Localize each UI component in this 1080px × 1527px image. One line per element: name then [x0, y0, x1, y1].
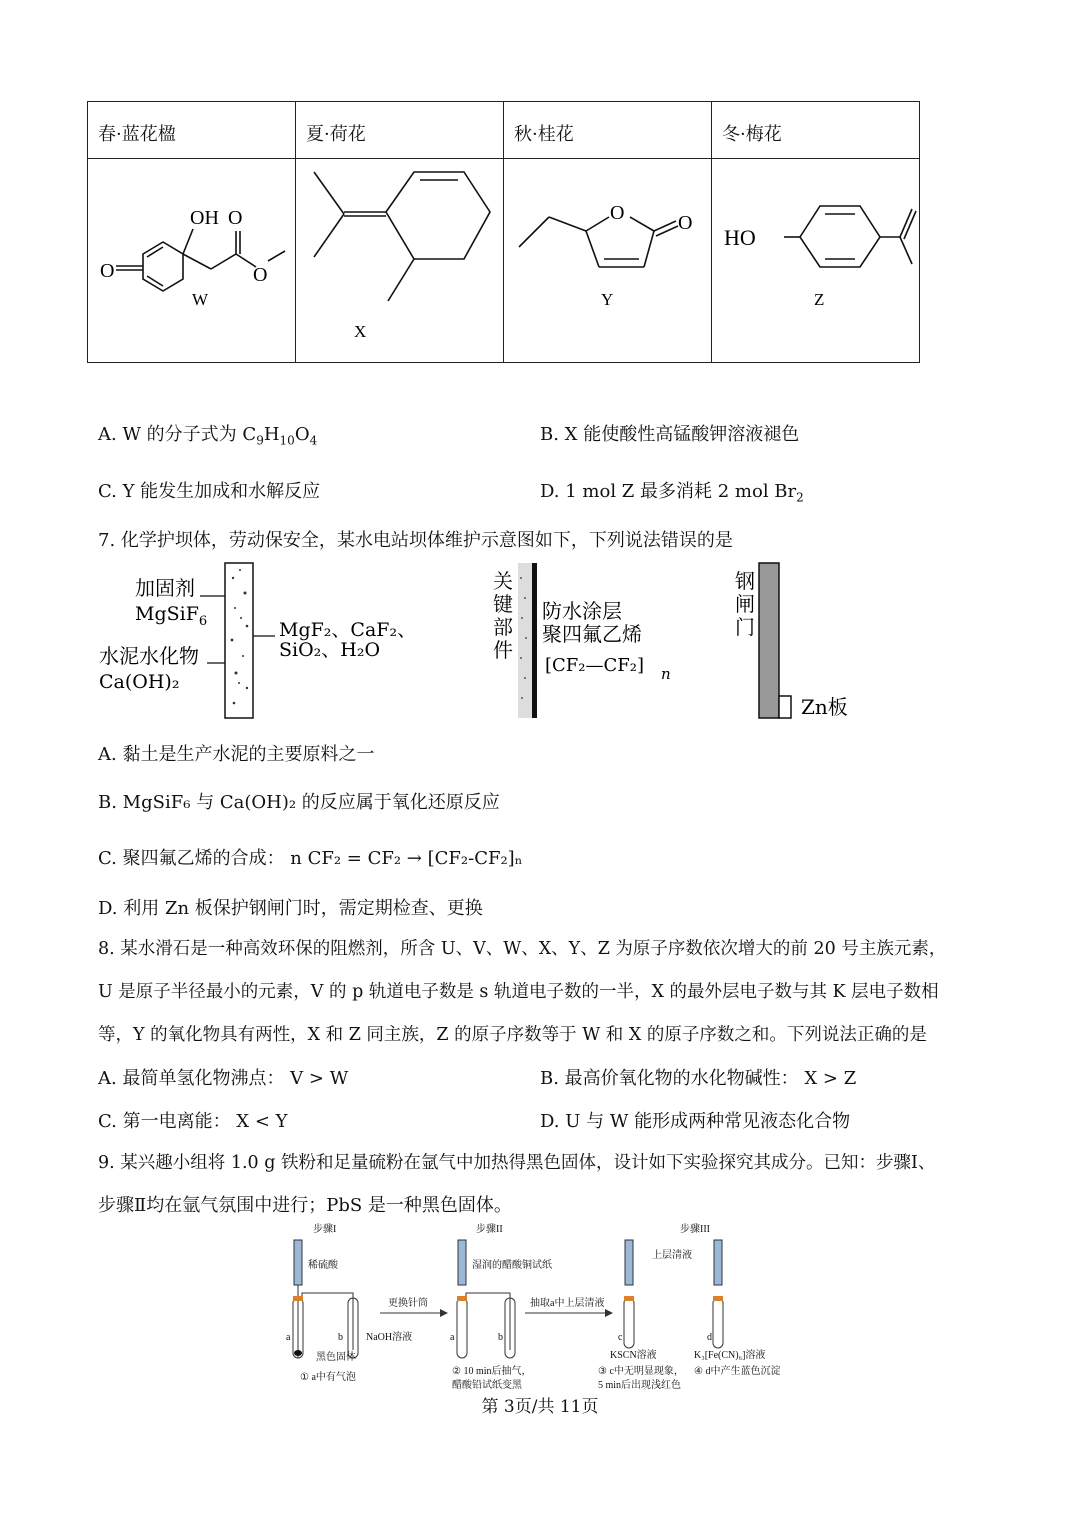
page-footer: 第 3页/共 11页	[481, 1397, 599, 1417]
extract-label: 抽取a中上层清液	[530, 1298, 605, 1309]
q6-option-c: C. Y 能发生加成和水解反应	[98, 481, 321, 502]
molecule-w-cell	[88, 159, 296, 363]
q8-option-a: A. 最简单氢化物沸点： V > W	[98, 1068, 349, 1089]
gate-char-1: 钢	[735, 569, 755, 593]
q9-experiment-diagram	[280, 1218, 800, 1398]
header-autumn: 秋·桂花	[504, 102, 712, 159]
molecule-x-cell	[296, 159, 504, 363]
q6-option-a: A. W 的分子式为 $C_9H_{10}O_4$	[98, 424, 318, 448]
molecule-y-structure	[504, 159, 711, 357]
w-oxygen-left: O	[100, 260, 115, 282]
w-hydroxyl: OH	[190, 207, 219, 229]
q7-dam-diagram	[95, 558, 915, 728]
q8-stem-line3: 等，Y 的氧化物具有两性，X 和 Z 同主族，Z 的原子序数等于 W 和 X 的原子序数之和。下列说法正确的是	[98, 1025, 927, 1045]
z-hydroxyl: HO	[724, 225, 756, 250]
q8-option-d: D. U 与 W 能形成两种常见液态化合物	[540, 1111, 851, 1132]
obs-3b: 5 min后出现浅红色	[598, 1380, 682, 1391]
tube-a2-label: a	[450, 1332, 455, 1343]
tube-b-label: b	[338, 1332, 343, 1343]
q6-option-d: D. 1 mol Z 最多消耗 2 mol $Br_2$	[540, 481, 804, 505]
obs-1: ① a中有气泡	[300, 1372, 356, 1383]
y-carbonyl-o: O	[678, 212, 693, 234]
q8-stem-line1: 8. 某水滑石是一种高效环保的阻燃剂，所含 U、V、W、X、Y、Z 为原子序数依次增大的前 20 号主族元素，	[98, 939, 947, 959]
label-z: Z	[814, 290, 825, 309]
k3fe-label: K₃[Fe(CN)₆]溶液	[694, 1350, 766, 1361]
products-line1: MgF₂、CaF₂、	[279, 619, 417, 641]
key-char-3: 部	[493, 615, 513, 639]
tube-c-label: c	[618, 1332, 623, 1343]
q7-option-d: D. 利用 Zn 板保护钢闸门时，需定期检查、更换	[98, 898, 483, 919]
caoh2-label: Ca(OH)₂	[99, 671, 180, 693]
w-ester-o: O	[253, 264, 268, 286]
header-winter: 冬·梅花	[712, 102, 920, 159]
agent-label: 加固剂	[135, 576, 195, 600]
step2-label: 步骤II	[476, 1224, 503, 1235]
tube-b2-label: b	[498, 1332, 503, 1343]
q7-stem: 7. 化学护坝体，劳动保安全，某水电站坝体维护示意图如下，下列说法错误的是	[98, 530, 733, 551]
key-char-1: 关	[493, 569, 513, 593]
cement-label: 水泥水化物	[99, 644, 199, 668]
label-w: W	[192, 290, 209, 309]
molecule-z-structure	[712, 159, 919, 357]
step1-label: 步骤I	[313, 1224, 337, 1235]
acid-label: 稀硫酸	[308, 1260, 338, 1271]
kscn-label: KSCN溶液	[610, 1350, 657, 1361]
molecule-w-structure	[88, 159, 295, 357]
molecule-z-cell	[712, 159, 920, 363]
header-summer: 夏·荷花	[296, 102, 504, 159]
supernatant-label: 上层清液	[652, 1250, 692, 1261]
tube-d-label: d	[707, 1332, 712, 1343]
molecule-table	[87, 101, 920, 363]
label-x: X	[354, 322, 367, 341]
obs-2a: ② 10 min后抽气，	[452, 1366, 532, 1377]
q8-option-b: B. 最高价氧化物的水化物碱性： X > Z	[540, 1068, 857, 1089]
obs-2b: 醋酸铅试纸变黑	[452, 1380, 522, 1391]
q7-option-b: B. MgSiF₆ 与 Ca(OH)₂ 的反应属于氧化还原反应	[98, 792, 500, 813]
naoh-label: NaOH溶液	[366, 1332, 413, 1343]
zn-plate-label: Zn板	[801, 695, 848, 719]
header-spring: 春·蓝花楹	[88, 102, 296, 159]
q9-stem-line1: 9. 某兴趣小组将 1.0 g 铁粉和足量硫粉在氩气中加热得黑色固体，设计如下实验探究其成分。已知：步骤Ⅰ、	[98, 1153, 936, 1173]
mgsif6-label: MgSiF$_6$	[135, 603, 208, 629]
molecule-x-structure	[296, 159, 503, 357]
paper-label: 湿润的醋酸铜试纸	[472, 1260, 552, 1271]
key-char-4: 件	[493, 638, 513, 662]
q7-option-c: C. 聚四氟乙烯的合成： n CF₂ = CF₂ → [CF₂-CF₂]ₙ	[98, 848, 523, 869]
q8-stem-line2: U 是原子半径最小的元素，V 的 p 轨道电子数是 s 轨道电子数的一半，X 的最外层电子数与其 K 层电子数相	[98, 982, 939, 1002]
black-solid-label: 黑色固体	[316, 1352, 356, 1363]
products-line2: SiO₂、H₂O	[279, 639, 381, 661]
q7-option-a: A. 黏土是生产水泥的主要原料之一	[98, 744, 375, 765]
key-char-2: 键	[493, 592, 513, 616]
q9-stem-line2: 步骤Ⅱ均在氩气氛围中进行；PbS 是一种黑色固体。	[98, 1195, 512, 1216]
y-ring-oxygen: O	[610, 202, 625, 224]
obs-3a: ③ c中无明显现象，	[598, 1366, 684, 1377]
q8-option-c: C. 第一电离能： X < Y	[98, 1111, 288, 1132]
gate-char-3: 门	[735, 615, 755, 639]
q6-option-b: B. X 能使酸性高锰酸钾溶液褪色	[540, 424, 800, 445]
w-carbonyl-o: O	[228, 207, 243, 229]
molecule-y-cell	[504, 159, 712, 363]
ptfe-n: n	[661, 665, 671, 683]
swap-label: 更换针筒	[388, 1298, 428, 1309]
ptfe-label: 聚四氟乙烯	[542, 622, 642, 646]
coating-label: 防水涂层	[542, 599, 622, 623]
gate-char-2: 闸	[735, 592, 755, 616]
ptfe-formula: [CF₂—CF₂]	[545, 655, 644, 676]
tube-a-label: a	[286, 1332, 291, 1343]
label-y: Y	[601, 290, 614, 309]
obs-4: ④ d中产生蓝色沉淀	[694, 1366, 781, 1377]
step3-label: 步骤III	[680, 1224, 710, 1235]
